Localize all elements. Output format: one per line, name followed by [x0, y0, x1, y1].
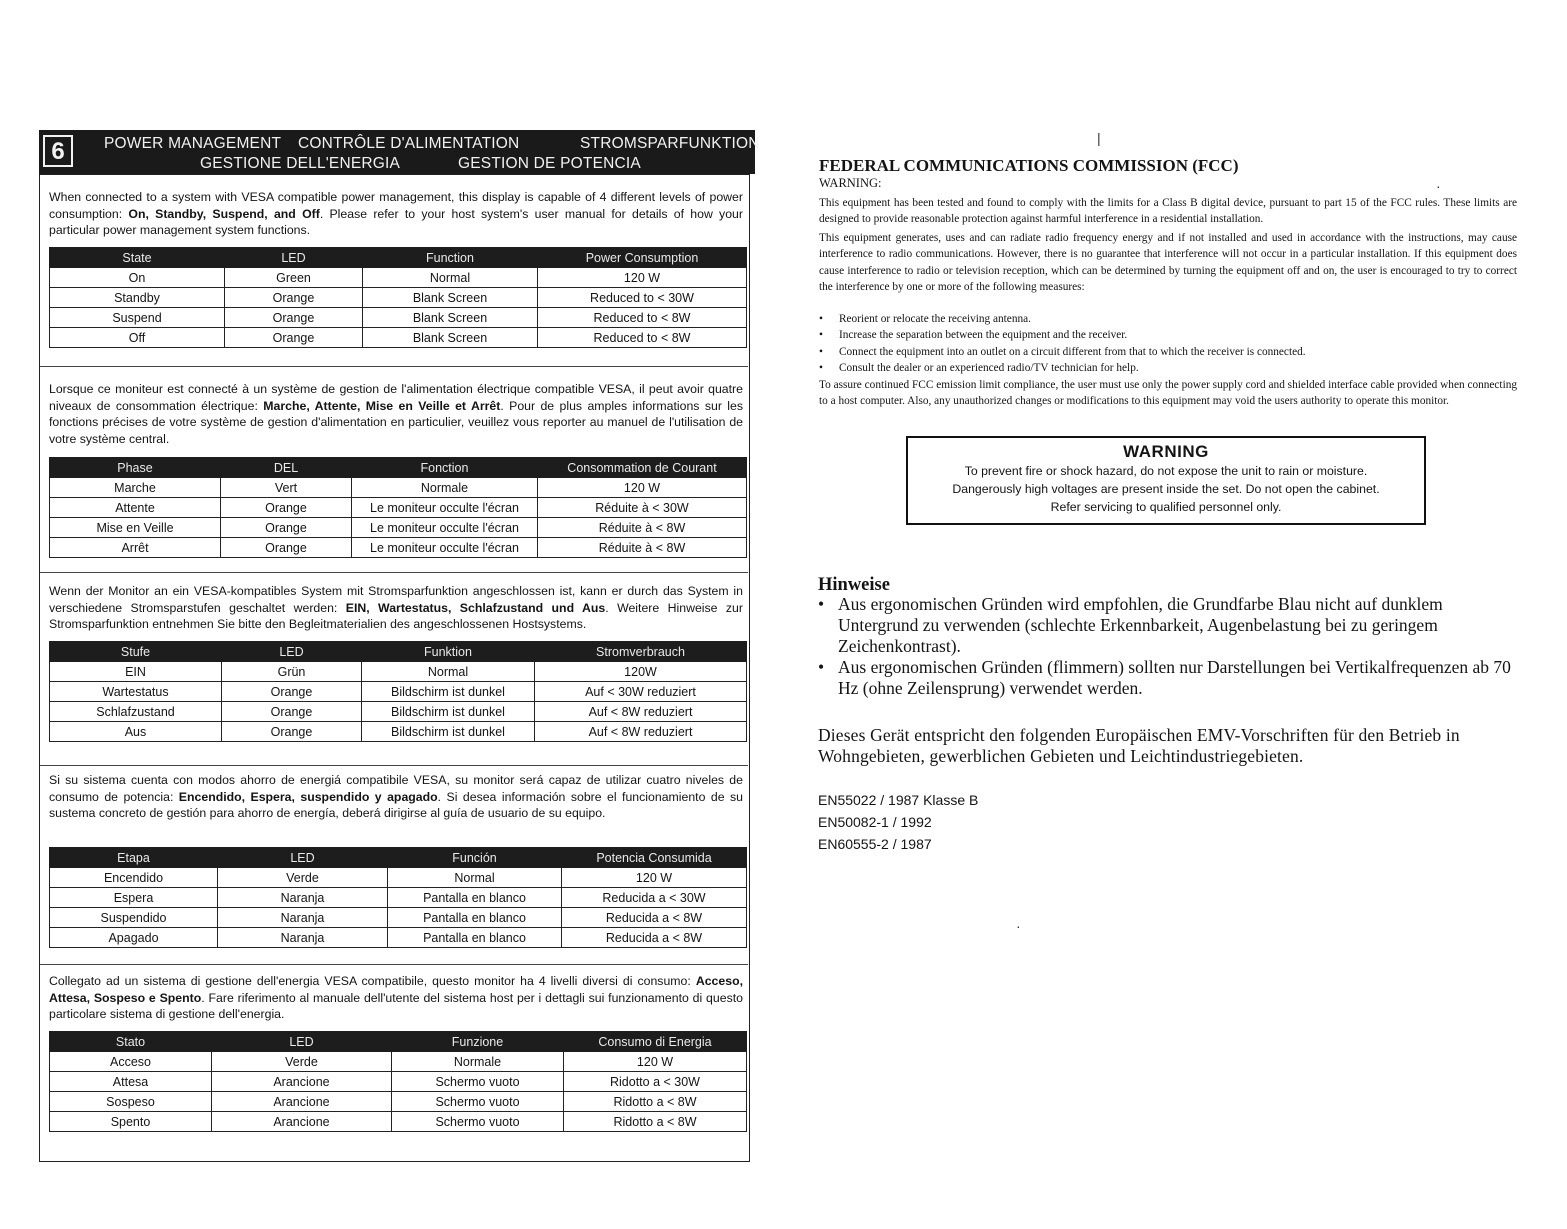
section-number: 6: [43, 135, 73, 167]
column-header: Fonction: [352, 458, 538, 478]
scan-speck: ·: [1016, 918, 1021, 934]
divider: [40, 765, 748, 766]
fcc-title: FEDERAL COMMUNICATIONS COMMISSION (FCC): [819, 156, 1239, 175]
column-header: Etapa: [50, 848, 218, 868]
intro-es: Si su sistema cuenta con modos ahorro de energiá compatibile VESA, su monitor será capaz de utilizar cuatro niveles de consumo de potencia: Encendido, Espera, suspendido y apagado. Si desea información sobre el funcionamiento de su sustema concreto de gestión para ahorro de energía, deberá dirigirse al guía de usuario de su equipo.: [49, 773, 743, 820]
column-header: LED: [212, 1032, 392, 1052]
column-header: Funktion: [362, 642, 535, 662]
column-header: Consumo di Energia: [564, 1032, 747, 1052]
list-item: • Consult the dealer or an experienced radio/TV technician for help.: [819, 360, 1517, 376]
table-row: Spento Arancione Schermo vuoto Ridotto a < 8W: [50, 1112, 747, 1132]
table-row: Espera Naranja Pantalla en blanco Reducida a < 30W: [50, 888, 747, 908]
divider: [40, 366, 748, 367]
column-header: LED: [225, 248, 363, 268]
standard-item: EN55022 / 1987 Klasse B: [818, 792, 979, 808]
warning-line: Dangerously high voltages are present inside the set. Do not open the cabinet.: [952, 482, 1380, 496]
table-row: Aus Orange Bildschirm ist dunkel Auf < 8W reduziert: [50, 722, 747, 742]
list-item: • Reorient or relocate the receiving antenna.: [819, 311, 1517, 327]
table-row: Acceso Verde Normale 120 W: [50, 1052, 747, 1072]
intro-it: Collegato ad un sistema di gestione dell'energia VESA compatibile, questo monitor ha 4 livelli diversi di consumo: Acceso, Attesa, Sospeso e Spento. Fare riferimento al manuale dell'utente del sistema host per i dettagli sui funzionamento di questo particolare sistema di gestione dell'energia.: [49, 974, 743, 1021]
warning-box: [906, 436, 1426, 525]
table-row: Mise en Veille Orange Le moniteur occulte l'écran Réduite à < 8W: [50, 518, 747, 538]
standard-item: EN50082-1 / 1992: [818, 814, 932, 830]
column-header: LED: [222, 642, 362, 662]
power-management-header: [39, 130, 760, 174]
column-header: Function: [363, 248, 538, 268]
fcc-paragraph: This equipment has been tested and found to comply with the limits for a Class B digital device, pursuant to part 15 of the FCC rules. These limits are designed to provide reasonable protection against harmful interference in a residential installation.: [819, 197, 1517, 226]
column-header: DEL: [221, 458, 352, 478]
table-row: Sospeso Arancione Schermo vuoto Ridotto a < 8W: [50, 1092, 747, 1112]
scan-speck: |: [1097, 130, 1101, 146]
column-header: State: [50, 248, 225, 268]
table-row: Schlafzustand Orange Bildschirm ist dunkel Auf < 8W reduziert: [50, 702, 747, 722]
column-header: Phase: [50, 458, 221, 478]
emv-compliance-text: Dieses Gerät entspricht den folgenden Europäischen EMV-Vorschriften für den Betrieb in Wohngebieten, gewerblichen Gebieten und Leichtindustriegebieten.: [818, 725, 1460, 766]
table-row: Arrêt Orange Le moniteur occulte l'écran Réduite à < 8W: [50, 538, 747, 558]
table-row: EIN Grün Normal 120W: [50, 662, 747, 682]
intro-de: Wenn der Monitor an ein VESA-kompatibles System mit Stromsparfunktion angeschlossen ist, kann er durch das System in verschiedene Stromsparstufen geschaltet werden: EIN, Wartestatus, Schlafzustand und Aus. Weitere Hinweise zur Stromsparfunktion entnehmen Sie bitte den Begleitmaterialien des angeschlossenen Hostsystems.: [49, 584, 743, 631]
hinweise-list: [818, 594, 1518, 699]
column-header: Stato: [50, 1032, 212, 1052]
hinweise-title: Hinweise: [818, 575, 890, 595]
column-header: Funzione: [392, 1032, 564, 1052]
column-header: LED: [218, 848, 388, 868]
header-title-es: GESTION DE POTENCIA: [458, 155, 641, 172]
table-row: Encendido Verde Normal 120 W: [50, 868, 747, 888]
header-title-fr: CONTRÔLE D'ALIMENTATION: [298, 135, 520, 152]
power-table-es: [49, 847, 747, 948]
header-title-de: STROMSPARFUNKTION: [580, 135, 760, 152]
standard-item: EN60555-2 / 1987: [818, 836, 932, 852]
table-row: Wartestatus Orange Bildschirm ist dunkel Auf < 30W reduziert: [50, 682, 747, 702]
column-header: Stromverbrauch: [535, 642, 747, 662]
power-table-it: [49, 1031, 747, 1132]
column-header: Power Consumption: [538, 248, 747, 268]
warning-line: Refer servicing to qualified personnel only.: [1050, 500, 1282, 514]
fcc-paragraph: This equipment generates, uses and can radiate radio frequency energy and if not installed and used in accordance with the instructions, may cause interference to radio communications. However, there is no guarantee that interference will not occur in a particular installation. If this equipment does cause interference to radio or television reception, which can be determined by turning the equipment off and on, the user is encouraged to try to correct the interference by one or more of the following measures:: [819, 232, 1517, 293]
column-header: Stufe: [50, 642, 222, 662]
table-row: Attente Orange Le moniteur occulte l'écran Réduite à < 30W: [50, 498, 747, 518]
table-row: Attesa Arancione Schermo vuoto Ridotto a < 30W: [50, 1072, 747, 1092]
divider: [40, 572, 748, 573]
warning-line: To prevent fire or shock hazard, do not expose the unit to rain or moisture.: [964, 464, 1368, 478]
fcc-paragraph: To assure continued FCC emission limit compliance, the user must use only the power supply cord and shielded interface cable provided when connecting to a host computer. Also, any unauthorized changes or modifications to this equipment may void the users authority to operate this monitor.: [819, 379, 1517, 408]
power-management-box: [39, 174, 750, 1162]
power-table-en: [49, 247, 747, 348]
column-header: Consommation de Courant: [538, 458, 747, 478]
table-row: Standby Orange Blank Screen Reduced to < 30W: [50, 288, 747, 308]
intro-en: When connected to a system with VESA compatible power management, this display is capable of 4 different levels of power consumption: On, Standby, Suspend, and Off. Please refer to your host system's user manual for details of how your particular power management system functions.: [49, 190, 743, 237]
table-row: Marche Vert Normale 120 W: [50, 478, 747, 498]
table-row: Apagado Naranja Pantalla en blanco Reducida a < 8W: [50, 928, 747, 948]
table-row: On Green Normal 120 W: [50, 268, 747, 288]
list-item: • Increase the separation between the equipment and the receiver.: [819, 327, 1517, 343]
power-table-fr: [49, 457, 747, 558]
intro-fr: Lorsque ce moniteur est connecté à un système de gestion de l'alimentation électrique compatible VESA, il peut avoir quatre niveaux de consommation électrique: Marche, Attente, Mise en Veille et Arrêt. Pour de plus amples informations sur les fonctions précises de votre système de gestion d'alimentation en particulier, veuillez vous reporter au manuel de l'utilisation de votre système central.: [49, 382, 744, 446]
list-item: • Connect the equipment into an outlet on a circuit different from that to which the receiver is connected.: [819, 344, 1517, 360]
list-item: • Aus ergonomischen Gründen (flimmern) sollten nur Darstellungen bei Vertikalfrequenzen ab 70 Hz (ohne Zeilensprung) verwendet werden.: [818, 657, 1518, 699]
column-header: Función: [388, 848, 562, 868]
divider: [40, 964, 748, 965]
table-row: Suspend Orange Blank Screen Reduced to < 8W: [50, 308, 747, 328]
column-header: Potencia Consumida: [562, 848, 747, 868]
table-row: Suspendido Naranja Pantalla en blanco Reducida a < 8W: [50, 908, 747, 928]
fcc-measures-list: [819, 311, 1517, 376]
header-title-en: POWER MANAGEMENT: [104, 135, 282, 152]
fcc-warning-label: WARNING:: [819, 176, 882, 190]
header-title-it: GESTIONE DELL'ENERGIA: [200, 155, 401, 172]
warning-title: WARNING: [1123, 442, 1209, 461]
list-item: • Aus ergonomischen Gründen wird empfohlen, die Grundfarbe Blau nicht auf dunklem Untergrund zu verwenden (schlechte Erkennbarkeit, Augenbelastung bei zu geringem Zeichenkontrast).: [818, 594, 1518, 657]
power-table-de: [49, 641, 747, 742]
scan-speck: ·: [1436, 178, 1441, 194]
table-row: Off Orange Blank Screen Reduced to < 8W: [50, 328, 747, 348]
